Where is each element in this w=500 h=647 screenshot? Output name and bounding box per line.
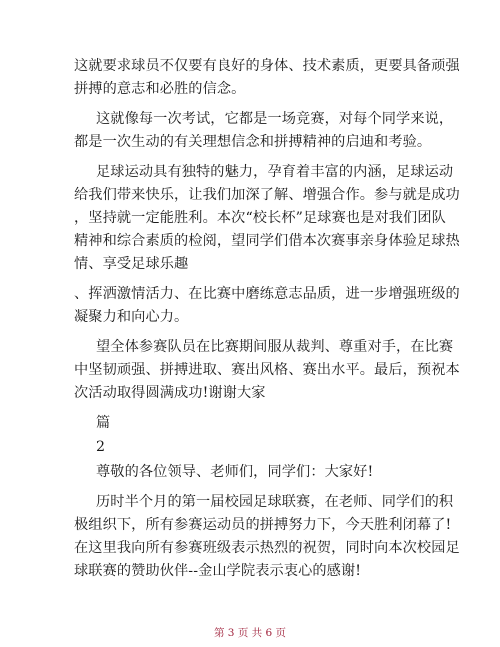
text-line: 尊敬的各位领导、老师们，同学们：大家好! <box>96 464 374 480</box>
text-line: 2 <box>96 439 106 455</box>
text-line: 极组织下，所有参赛运动员的拼搏努力下，今天胜利闭幕了! <box>74 517 452 533</box>
text-line: 这就要求球员不仅要有良好的身体、技术素质，更要具备顽强 <box>74 58 460 74</box>
text-line: 足球运动具有独特的魅力，孕育着丰富的内涵，足球运动 <box>96 164 454 180</box>
text-line: 情、享受足球乐趣 <box>74 256 189 272</box>
text-line: 中坚韧顽强、拼搏进取、赛出风格、赛出水平。最后，预祝本 <box>74 362 460 378</box>
text-line: 给我们带来快乐，让我们加深了解、增强合作。参与就是成功 <box>74 187 460 203</box>
text-line: 在这里我向所有参赛班级表示热烈的祝贺，同时向本次校园足 <box>74 540 460 556</box>
text-line: 篇 <box>96 415 111 431</box>
text-line: ，坚持就一定能胜利。本次“校长杯”足球赛也是对我们团队 <box>74 210 446 226</box>
text-line: 望全体参赛队员在比赛期间服从裁判、尊重对手，在比赛 <box>96 339 454 355</box>
text-line: 球联赛的赞助伙伴--金山学院表示衷心的感谢! <box>74 563 362 579</box>
text-line: 拼搏的意志和必胜的信念。 <box>74 81 246 97</box>
text-line: 凝聚力和向心力。 <box>74 309 189 325</box>
text-line: 精神和综合素质的检阅，望同学们借本次赛事亲身体验足球热 <box>74 233 460 249</box>
text-line: 这就像每一次考试，它都是一场竞赛，对每个同学来说， <box>96 111 454 127</box>
page-number: 第 3 页 共 6 页 <box>213 627 287 639</box>
text-line: 次活动取得圆满成功!谢谢大家 <box>74 385 266 401</box>
text-line: 历时半个月的第一届校园足球联赛，在老师、同学们的积 <box>96 494 454 510</box>
text-line: 都是一次生动的有关理想信念和拼搏精神的启迪和考验。 <box>74 134 432 150</box>
text-line: 、挥洒激情活力、在比赛中磨练意志品质，进一步增强班级的 <box>74 286 460 302</box>
